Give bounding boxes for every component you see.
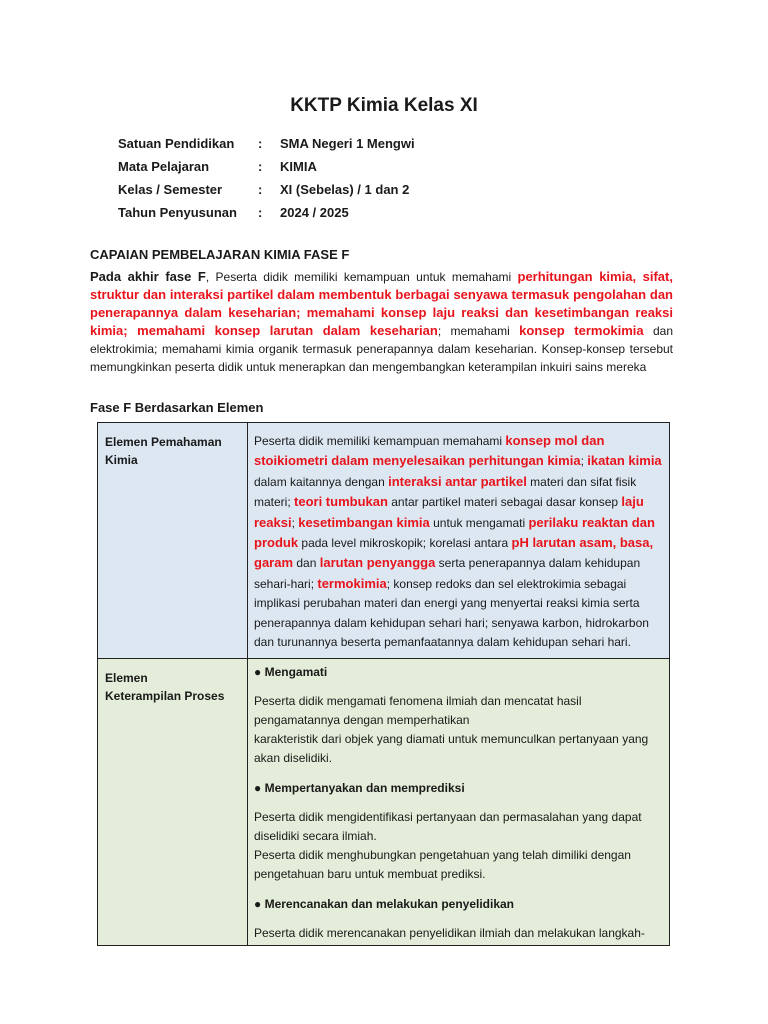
desc-text: materi dan sifat fisik materi; xyxy=(254,474,637,510)
table-row-understanding xyxy=(98,423,670,659)
meta-colon: : xyxy=(258,182,263,197)
desc-text: dalam kaitannya dengan xyxy=(254,474,389,489)
desc-text: untuk mengamati xyxy=(429,515,529,530)
desc-highlight: teori tumbukan xyxy=(294,494,388,510)
skill-paragraph xyxy=(254,924,663,943)
desc-text: Peserta didik memiliki kemampuan memahami xyxy=(254,434,506,448)
desc-text: antar partikel materi sebagai dasar konsep xyxy=(387,495,622,510)
desc-highlight: konsep mol dan stoikiometri dalam menyelesaikan perhitungan kimia xyxy=(254,433,605,469)
meta-value: 2024 / 2025 xyxy=(280,205,349,220)
section-heading: CAPAIAN PEMBELAJARAN KIMIA FASE F xyxy=(90,247,350,262)
meta-value: SMA Negeri 1 Mengwi xyxy=(280,136,415,151)
meta-colon: : xyxy=(258,205,263,220)
skill-paragraph xyxy=(254,808,663,884)
desc-highlight: pH larutan asam, basa, garam xyxy=(254,535,654,571)
identity-block xyxy=(118,132,415,224)
table-row-process-skills xyxy=(98,659,670,946)
meta-row-subject xyxy=(118,155,415,178)
desc-highlight: larutan penyangga xyxy=(319,555,436,571)
skill-text: Peserta didik merencanakan penyelidikan ilmiah dan melakukan langkah- xyxy=(254,926,645,941)
meta-row-year xyxy=(118,201,415,224)
desc-text: ; xyxy=(291,515,299,530)
intro-lead: Pada akhir fase F xyxy=(90,269,206,284)
table-heading: Fase F Berdasarkan Elemen xyxy=(90,400,264,415)
desc-text: serta penerapannya dalam kehidupan sehari-hari; xyxy=(254,556,641,591)
element-description xyxy=(248,659,670,946)
element-label xyxy=(98,659,248,946)
meta-row-school xyxy=(118,132,415,155)
meta-colon: : xyxy=(258,159,263,174)
intro-text: dan elektrokimia; memahami kimia organik termasuk penerapannya dalam keseharian. Konsep-konsep tersebut memungkinkan peserta didik untuk menerapkan dan mengembangkan keterampilan inkuiri sains mereka xyxy=(90,324,673,374)
intro-highlight: konsep termokimia xyxy=(519,323,644,338)
skill-paragraph xyxy=(254,692,663,768)
desc-highlight: kesetimbangan kimia xyxy=(298,514,430,530)
element-description xyxy=(248,423,670,659)
element-label: Elemen Pemahaman Kimia xyxy=(98,423,248,659)
skill-text: Peserta didik menghubungkan pengetahuan yang telah dimiliki dengan pengetahuan baru untuk membuat prediksi. xyxy=(254,848,631,882)
element-label-line: Elemen xyxy=(105,671,148,686)
meta-label: Mata Pelajaran xyxy=(118,159,210,174)
skill-bullet: ● Mempertanyakan dan memprediksi xyxy=(254,781,465,796)
intro-text: , Peserta didik memiliki kemampuan untuk memahami xyxy=(205,270,518,284)
meta-value: KIMIA xyxy=(280,159,317,174)
meta-label: Satuan Pendidikan xyxy=(118,136,235,151)
intro-text: ; memahami xyxy=(437,324,520,338)
meta-colon: : xyxy=(258,136,263,151)
desc-text: ; xyxy=(580,454,588,469)
skill-text: Peserta didik mengamati fenomena ilmiah dan mencatat hasil pengamatannya dengan memperhatikan xyxy=(254,694,582,728)
skill-bullet: ● Mengamati xyxy=(254,665,328,680)
meta-label: Kelas / Semester xyxy=(118,182,223,197)
meta-row-class xyxy=(118,178,415,201)
desc-text: ; konsep redoks dan sel elektrokimia sebagai implikasi perubahan materi dan energi yang menyertai reaksi kimia serta penerapannya dalam kehidupan sehari hari; senyawa karbon, hidrokarbon dan turunannya beserta pemanfaatannya dalam kehidupan sehari hari. xyxy=(254,576,649,650)
desc-highlight: perilaku reaktan dan produk xyxy=(254,514,655,551)
desc-highlight: ikatan kimia xyxy=(587,453,662,469)
elements-table xyxy=(97,422,670,946)
intro-paragraph xyxy=(90,268,673,376)
skill-text: karakteristik dari objek yang diamati untuk memunculkan pertanyaan yang akan diselidiki. xyxy=(254,732,649,766)
desc-text: dan xyxy=(293,556,320,571)
meta-label: Tahun Penyusunan xyxy=(118,205,237,220)
element-label-line: Keterampilan Proses xyxy=(105,689,225,704)
intro-highlight: perhitungan kimia, sifat, struktur dan interaksi partikel dalam membentuk berbagai senyawa termasuk pengolahan dan penerapannya dalam keseharian; memahami konsep laju reaksi dan kesetimbangan reaksi kimia; memahami konsep larutan dalam keseharian xyxy=(90,269,673,338)
desc-highlight: termokimia xyxy=(317,575,387,591)
desc-text: pada level mikroskopik; korelasi antara xyxy=(298,536,512,551)
document-title: KKTP Kimia Kelas XI xyxy=(290,95,478,116)
desc-highlight: laju reaksi xyxy=(254,494,644,530)
skill-text: Peserta didik mengidentifikasi pertanyaan dan permasalahan yang dapat diselidiki secara ilmiah. xyxy=(254,810,642,844)
meta-value: XI (Sebelas) / 1 dan 2 xyxy=(280,182,410,197)
skill-bullet: ● Merencanakan dan melakukan penyelidikan xyxy=(254,897,515,912)
desc-highlight: interaksi antar partikel xyxy=(388,473,527,489)
